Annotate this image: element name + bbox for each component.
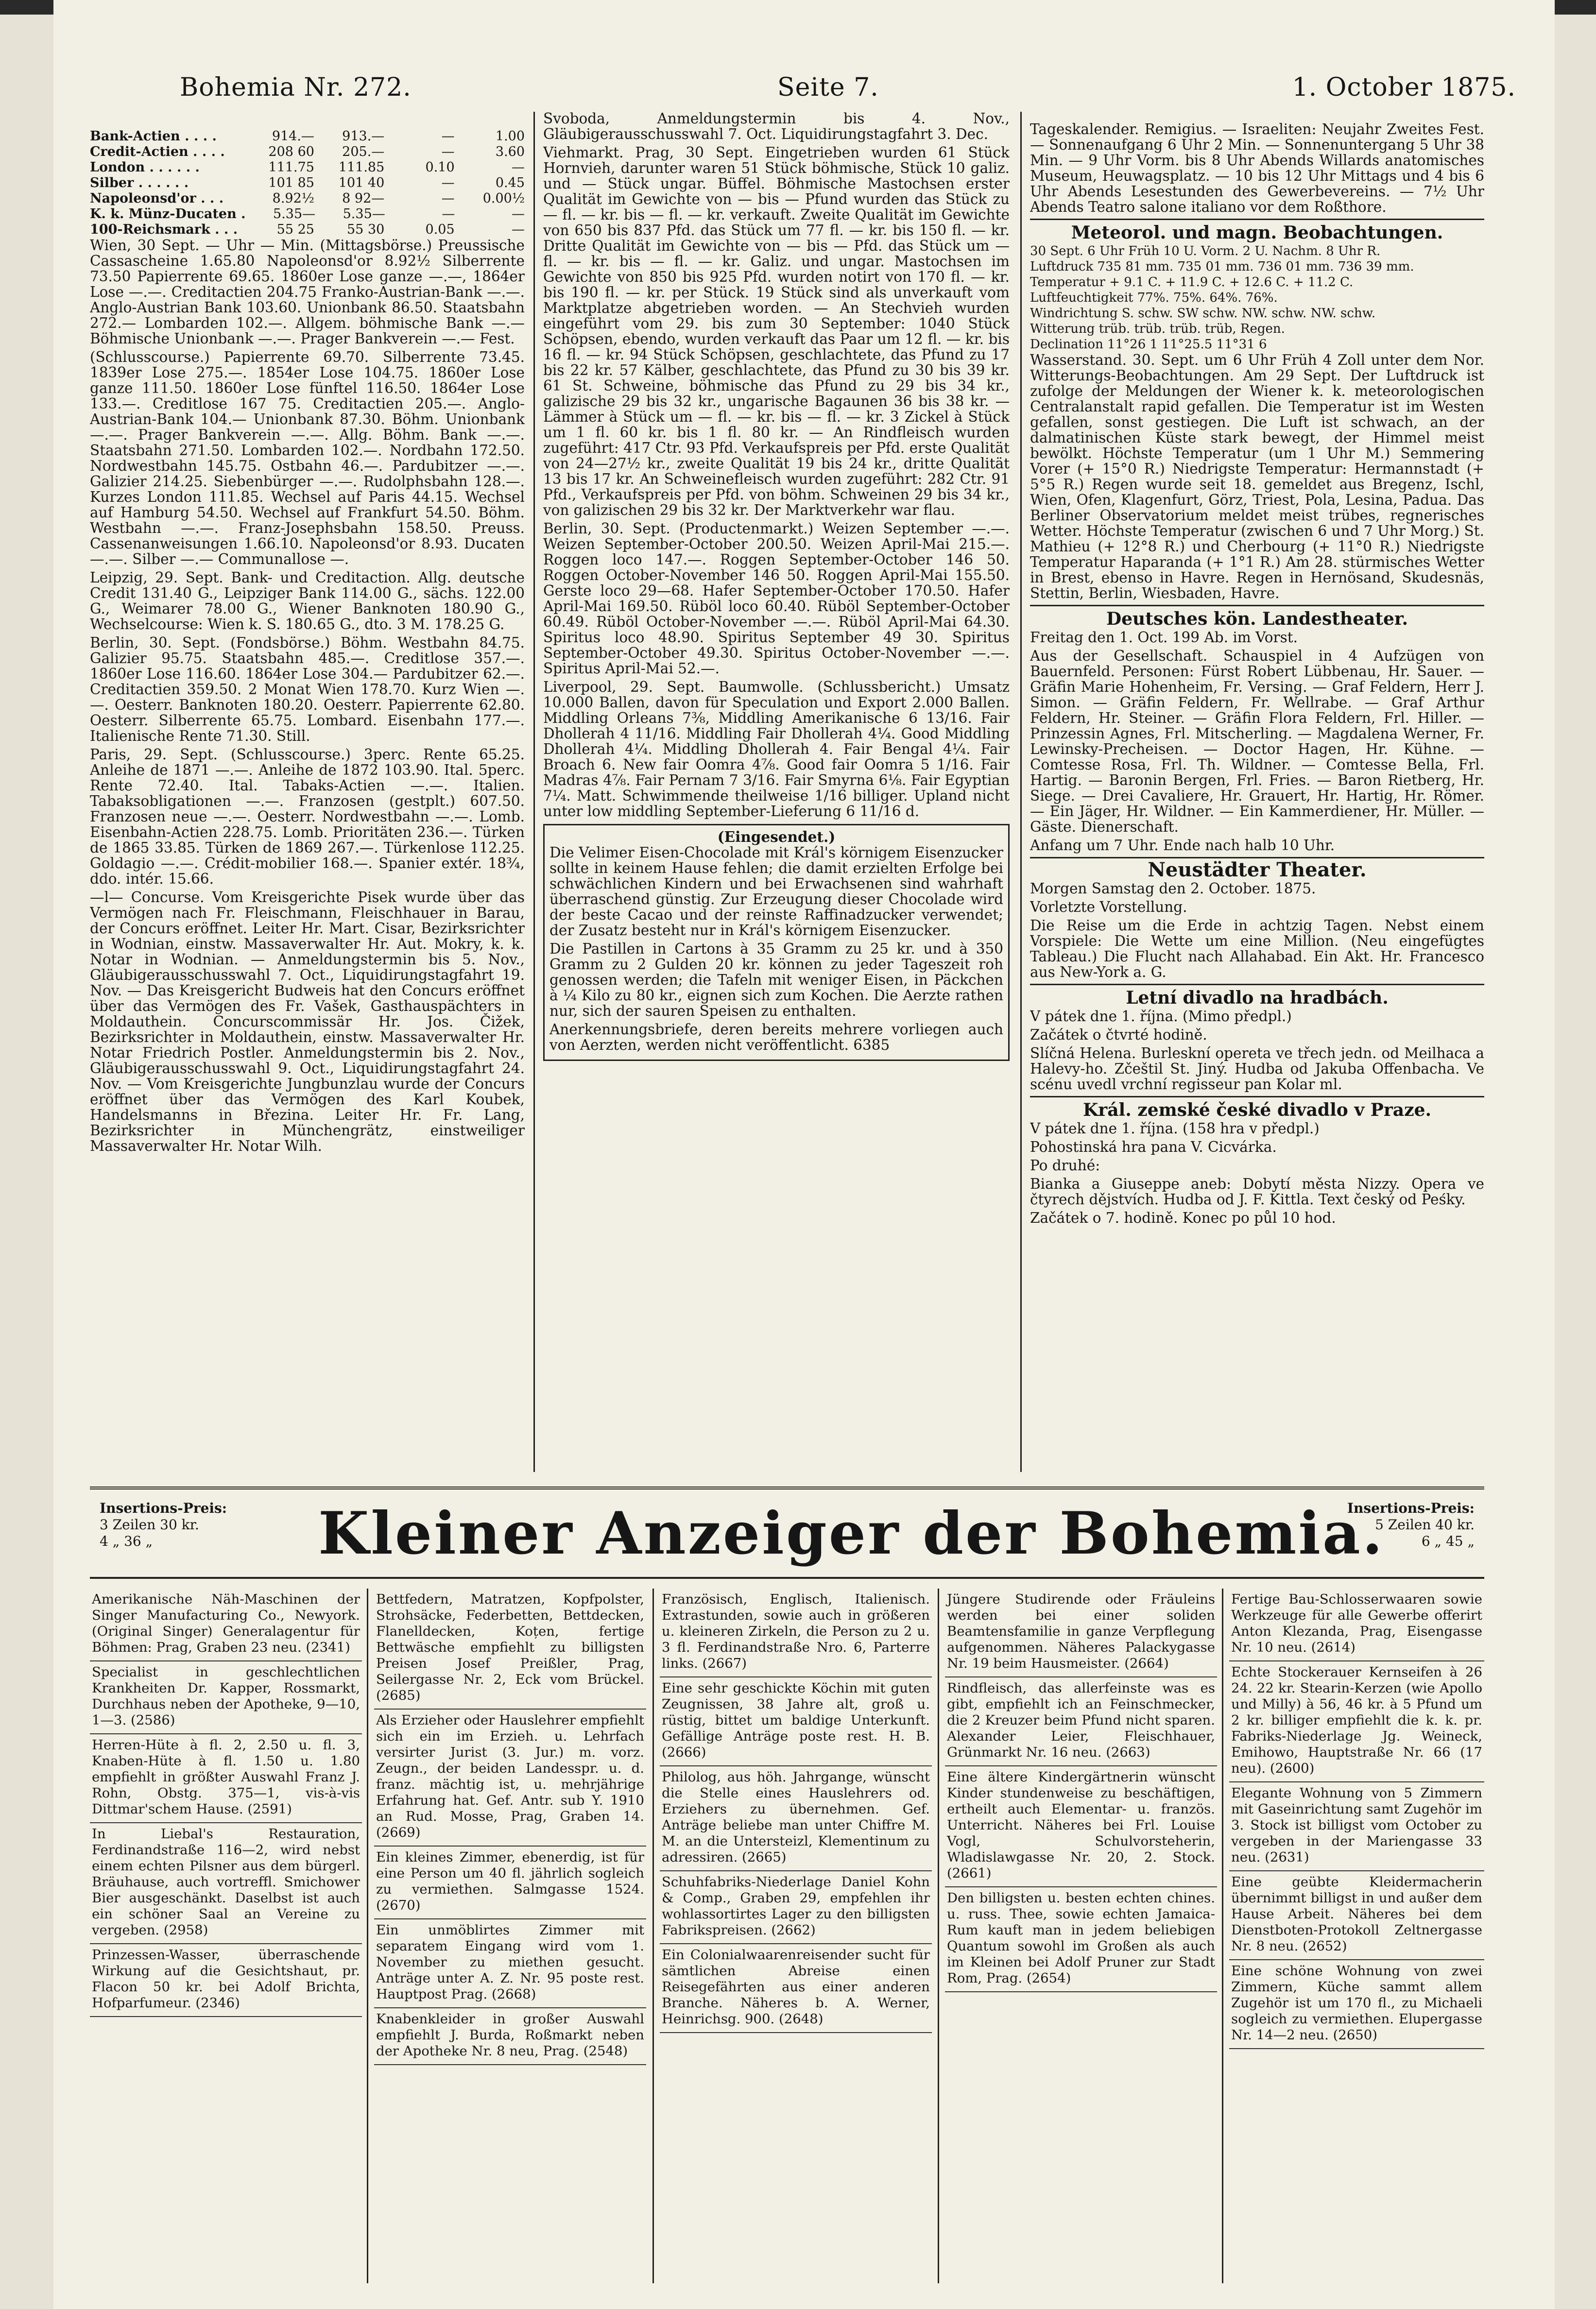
classified-ad: Amerikanische Näh-Maschinen der Singer Manufacturing Co., Newyork. (Original Singer) Generalagentur für Böhmen: Prag, Graben 23 neu. (2341) — [90, 1589, 362, 1661]
meteorology-row: Luftfeuchtigkeit 77%. 75%. 64%. 76%. — [1030, 291, 1278, 305]
rate-value: — — [441, 191, 455, 206]
classified-ad: Schuhfabriks-Niederlage Daniel Kohn & Comp., Graben 29, empfehlen ihr wohlassortirtes Lager zu den billigsten Fabrikspreisen. (2662) — [660, 1871, 932, 1944]
divider — [1030, 605, 1484, 606]
market-report: —l— Concurse. Vom Kreisgerichte Pisek wurde über das Vermögen nach Fr. Fleischmann, Fleischhauer in Barau, der Concurs eröffnet. Leiter Hr. Mart. Cisar, Bezirksrichter in Wodnian, einstw. Massaverwalter Hr. Aut. Mokry, k. k. Notar in Wodnian. — Anmeldungstermin bis 5. Nov., Gläubigerausschusswahl 7. Oct., Liquidirungstagfahrt 19. Nov. — Das Kreisgericht Budweis hat den Concurs eröffnet über das Vermögen des Fr. Vašek, Gasthauspächters in Moldauthein. Concurscommissär Hr. Jos. Čižek, Bezirksrichter in Moldauthein, einstw. Massaverwalter Hr. Notar Friedrich Postler. Anmeldungstermin bis 2. Nov., Gläubigerausschusswahl 9. Oct., Liquidirungstagfahrt 24. Nov. — Vom Kreisgerichte Jungbunzlau wurde der Concurs eröffnet über das Vermögen des Karl Koubek, Handelsmanns in Březina. Leiter Hr. Fr. Lang, Bezirksrichter in Münchengrätz, einstweiliger Massaverwalter Hr. Notar Wilh. — [90, 889, 525, 1154]
classified-ad: Rindfleisch, das allerfeinste was es gibt, empfiehlt ich an Feinschmecker, die 2 Kreuzer beim Pfund nicht sparen. Alexander Leier, Fleischhauer, Grünmarkt Nr. 16 neu. (2663) — [945, 1677, 1217, 1766]
insertion-price-right — [1347, 1500, 1475, 1550]
rate-value: — — [512, 222, 525, 237]
market-report: Berlin, 30. Sept. (Fondsbörse.) Böhm. Westbahn 84.75. Galizier 95.75. Staatsbahn 485.—. Creditlose 357.—. 1860er Lose 116.60. 1864er Lose 304.— Pardubitzer 62.—. Creditactien 359.50. 2 Monat Wien 178.70. Kurz Wien —.—. Oesterr. Banknoten 180.20. Oesterr. Papierrente 62.80. Oesterr. Silberrente 65.75. Lombard. Eisenbahn 177.—. Italienische Rente 71.30. Still. — [90, 634, 525, 744]
column-rule — [1020, 112, 1022, 1472]
market-report: Wien, 30 Sept. — Uhr — Min. (Mittagsbörse.) Preussische Cassascheine 1.65.80 Napoleonsd'or 8.92½ Silberrente 73.50 Papierrente 69.65. 1860er Lose ganze —.—, 1864er Lose —.—. Creditactien 204.75 Franko-Austrian-Bank —.—. Anglo-Austrian Bank 103.60. Unionbank 86.50. Staatsbahn 272.— Lombarden 102.—. Allgem. böhmische Bank —.— Böhmische Unionbank —.—. Prager Bankverein —.— Fest. — [90, 237, 525, 347]
column-rule — [652, 1589, 654, 2283]
insertion-price-left — [100, 1500, 227, 1550]
rate-name: K. k. Münz-Ducaten . — [90, 206, 246, 222]
rate-value: 205.— — [342, 144, 385, 159]
advertorial-text: Die Pastillen in Cartons à 35 Gramm zu 25 kr. und à 350 Gramm zu 2 Gulden 20 kr. können zu jeder Tageszeit roh genossen werden; die Tafeln mit weniger Eisen, in Päckchen à ¼ Kilo zu 80 kr., eignen sich zum Kochen. Die Aerzte rathen nur, sich der sauren Speisen zu enthalten. — [549, 941, 1003, 1019]
price-line: 6 „ 45 „ — [1421, 1533, 1475, 1549]
rate-value: — — [442, 206, 455, 222]
theater-listing: V pátek dne 1. října. (158 hra v předpl.) — [1030, 1120, 1320, 1137]
rate-value: 111.85 — [338, 160, 385, 175]
kral-divadlo-heading: Král. zemské české divadlo v Praze. — [1082, 1100, 1432, 1120]
theater-listing: V pátek dne 1. října. (Mimo předpl.) — [1030, 1008, 1292, 1025]
rate-row — [90, 129, 525, 144]
classified-ad: Eine sehr geschickte Köchin mit guten Zeugnissen, 38 Jahre alt, groß u. rüstig, bittet um baldige Unterkunft. Gefällige Anträge poste rest. H. B. (2666) — [660, 1677, 932, 1766]
column-rule — [1222, 1589, 1223, 2283]
meteorology-heading: Meteorol. und magn. Beobachtungen. — [1071, 222, 1443, 243]
classified-ad: Herren-Hüte à fl. 2, 2.50 u. fl. 3, Knaben-Hüte à fl. 1.50 u. 1.80 empfiehlt in größter Auswahl Franz J. Rohn, Obstg. 375—1, vis-à-vis Dittmar'schem Hause. (2591) — [90, 1734, 362, 1823]
classified-ad: Knabenkleider in großer Auswahl empfiehlt J. Burda, Roßmarkt neben der Apotheke Nr. 8 neu, Prag. (2548) — [374, 2008, 646, 2065]
issue-date: 1. October 1875. — [1292, 73, 1516, 102]
rate-value: 0.45 — [495, 175, 525, 190]
market-report: Viehmarkt. Prag, 30 Sept. Eingetrieben wurden 61 Stück Hornvieh, darunter waren 51 Stück böhmische, Stück 10 galiz. und — Stück ungar. Büffel. Böhmische Mastochsen erster Qualität im Gewichte von — bis — Pfund wurden das Stück zu — fl. — kr. bis — fl. — kr. verkauft. Zweite Qualität im Gewichte von 650 bis 837 Pfd. das Stück um 77 fl. — kr. bis 150 fl. — kr. Dritte Qualität im Gewichte von — bis — Pfd. das Stück um — fl. — kr. bis — fl. — kr. Galiz. und ungar. Mastochsen im Gewichte von 850 bis 925 Pfd. wurden notirt von 170 fl. — kr. bis 190 fl. — kr. per Stück. 19 Stück sind als unverkauft vom Marktplatze abgetrieben worden. — An Stechvieh wurden eingeführt vom 29. bis zum 30 September: 1040 Stück Schöpsen, ebendo, wurden verkauft das Paar um 12 fl. — kr. bis 16 fl. — kr. 94 Stück Schöpsen, geschlachtete, das Pfund zu 17 bis 22 kr. 57 Kälber, geschlachtete, das Pfund zu 30 bis 39 kr. 61 St. Schweine, böhmische das Pfund zu 29 bis 34 kr., galizische 29 bis 32 kr., ungarische Bagaunen 36 bis 38 kr. — Lämmer à Stück um — fl. — kr. bis — fl. — kr. 3 Zickel à Stück um 1 fl. 60 kr. bis 1 fl. 80 kr. — An Rindfleisch wurden zugeführt: 417 Ctr. 93 Pfd. Verkaufspreis per Pfd. erste Qualität von 24—27½ kr., zweite Qualität 19 bis 24 kr., dritte Qualität 13 bis 17 kr. An Schweinefleisch wurden zugeführt: 282 Ctr. 91 Pfd., Verkaufspreis per Pfd. von böhm. Schweinen 29 bis 34 kr., von galizischen 29 bis 32 kr. Der Marktverkehr war flau. — [543, 144, 1010, 518]
classified-title: Kleiner Anzeiger der Bohemia. — [318, 1499, 1385, 1568]
rate-value: 101 40 — [338, 175, 385, 190]
column-rule — [938, 1589, 939, 2283]
classified-ad: Fertige Bau-Schlosserwaaren sowie Werkzeuge für alle Gewerbe offerirt Anton Klezanda, Prag, Eisengasse Nr. 10 neu. (2614) — [1229, 1589, 1484, 1661]
classified-ad: Französisch, Englisch, Italienisch. Extrastunden, sowie auch in größeren u. kleineren Zirkeln, die Person zu 2 u. 3 fl. Ferdinandstraße Nro. 6, Parterre links. (2667) — [660, 1589, 932, 1677]
classified-ad: In Liebal's Restauration, Ferdinandstraße 116—2, wird nebst einem echten Pilsner aus dem bürgerl. Bräuhause, auch vortreffl. Smichower Bier ausgeschänkt. Daselbst ist auch ein schöner Saal an Vereine zu vergeben. (2958) — [90, 1823, 362, 1944]
price-label: Insertions-Preis: — [1347, 1500, 1475, 1516]
rate-value: 0.10 — [425, 160, 455, 175]
letni-divadlo-heading: Letní divadlo na hradbách. — [1126, 988, 1389, 1008]
rate-name: Napoleonsd'or . . . — [90, 191, 224, 206]
rate-name: London . . . . . . — [90, 160, 200, 175]
newspaper-page — [53, 0, 1555, 2309]
classified-ad: Ein Colonialwaarenreisender sucht für sämtlichen Abreise einen Reisegefährten aus einer anderen Branche. Näheres b. A. Werner, Heinrichsg. 900. (2648) — [660, 1944, 932, 2033]
advertorial-text: Anerkennungsbriefe, deren bereits mehrere vorliegen auch von Aerzten, werden nicht veröffentlicht. 6385 — [549, 1021, 1003, 1053]
exchange-rates-table — [90, 129, 525, 238]
theater-listing: Bianka a Giuseppe aneb: Dobytí města Nizzy. Opera ve čtyrech dějstvích. Hudba od J. F. Kittla. Text český od Peśky. — [1030, 1176, 1484, 1208]
price-line: 5 Zeilen 40 kr. — [1375, 1517, 1475, 1533]
classified-ad: Elegante Wohnung von 5 Zimmern mit Gaseinrichtung samt Zugehör im 3. Stock ist billigst vom October zu vergeben in der Mariengasse 33 neu. (2631) — [1229, 1782, 1484, 1871]
classified-ad: Echte Stockerauer Kernseifen à 26 24. 22 kr. Stearin-Kerzen (wie Apollo und Milly) à 56, 46 kr. à 5 Pfund um 2 kr. billiger empfiehlt die k. k. pr. Fabriks-Niederlage Jg. Weineck, Emihowo, Hauptstraße Nr. 66 (17 neu). (2600) — [1229, 1661, 1484, 1782]
market-report: Svoboda, Anmeldungstermin bis 4. Nov., Gläubigerausschusswahl 7. Oct. Liquidirungstagfahrt 3. Dec. — [543, 111, 1010, 142]
meteorology-report: Wasserstand. 30. Sept. um 6 Uhr Früh 4 Zoll unter dem Nor. Witterungs-Beobachtungen. Am 29 Sept. Der Luftdruck ist zufolge der Meldungen der Wiener k. k. meteorologischen Centralanstalt rapid gefallen. Die Temperatur ist im Westen gefallen, sonst gestiegen. Die Luft ist schwach, an der dalmatinischen Küste stark bewegt, der Himmel meist bewölkt. Höchste Temperatur (um 1 Uhr M.) Semmering Vorer (+ 15°0 R.) Niedrigste Temperatur: Hermannstadt (+ 5°5 R.) Regen wurde seit 18. gemeldet aus Bregenz, Ischl, Wien, Ofen, Klagenfurt, Görz, Triest, Pola, Lesina, Padua. Das Berliner Observatorium meldet meist trübes, regnerisches Wetter. Höchste Temperatur (zwischen 6 und 7 Uhr Morg.) St. Mathieu (+ 12°8 R.) und Cherbourg (+ 11°0 R.) Niedrigste Temperatur Haparanda (+ 1°1 R.) Am 28. stürmisches Wetter in Brest, ebenso in Havre. Regen in Hernösand, Skudesnäs, Stettin, Berlin, Wiesbaden, Havre. — [1030, 352, 1484, 601]
rate-row — [90, 206, 525, 222]
theater-listing: Slíčná Helena. Burleskní opereta ve třech jedn. od Meilhaca a Halevy-ho. Zčeštil St. Jiný. Hudba od Jakuba Offenbacha. Ve scénu uvedl vrchní regisseur pan Kolar ml. — [1030, 1045, 1484, 1093]
theater-listing: Freitag den 1. Oct. 199 Ab. im Vorst. — [1030, 629, 1298, 646]
neustadter-heading: Neustädter Theater. — [1148, 858, 1367, 881]
classified-ad: Als Erzieher oder Hauslehrer empfiehlt sich ein im Erzieh. u. Lehrfach versirter Jurist (3. Jur.) m. vorz. Zeugn., der beiden Landesspr. u. d. franz. mächtig ist, u. mehrjährige Erfahrung hat. Gef. Antr. sub Y. 1910 an Rud. Mosse, Prag, Graben 14. (2669) — [374, 1710, 646, 1847]
ads-column-3 — [660, 1589, 932, 2288]
ads-column-1 — [90, 1589, 362, 2288]
rate-value: — — [441, 129, 455, 144]
classified-ad: Jüngere Studirende oder Fräuleins werden bei einer soliden Beamtensfamilie in ganze Verpflegung aufgenommen. Näheres Palackygasse Nr. 19 beim Hausmeister. (2664) — [945, 1589, 1217, 1677]
classified-ad: Ein kleines Zimmer, ebenerdig, ist für eine Person um 40 fl. jährlich sogleich zu vermiethen. Salmgasse 1524. (2670) — [374, 1847, 646, 1919]
rate-value: 5.35— — [273, 206, 316, 222]
classified-ad: Bettfedern, Matratzen, Kopfpolster, Strohsäcke, Federbetten, Bettdecken, Flanelldecken, Koțen, fertige Bettwäsche empfiehlt zu billigsten Preisen Josef Preißler, Prag, Seilergasse Nr. 2, Eck vom Brückel. (2685) — [374, 1589, 646, 1710]
market-report: Paris, 29. Sept. (Schlusscourse.) 3perc. Rente 65.25. Anleihe de 1871 —.—. Anleihe de 1872 103.90. Ital. 5perc. Rente 72.40. Ital. Tabaks-Actien —.—. Italien. Tabaksobligationen —.—. Franzosen (gestplt.) 607.50. Franzosen neue —.—. Oesterr. Nordwestbahn —.—. Lomb. Eisenbahn-Actien 228.75. Lomb. Prioritäten 236.—. Türken de 1865 33.85. Türken de 1869 267.—. Türkenlose 112.25. Goldagio —.—. Crédit-mobilier 168.—. Spanier extér. 18¾, ddo. intér. 15.66. — [90, 746, 525, 887]
theater-listing: Aus der Gesellschaft. Schauspiel in 4 Aufzügen von Bauernfeld. Personen: Fürst Robert Lübbenau, Hr. Sauer. — Gräfin Marie Hohenheim, Fr. Versing. — Graf Feldern, Herr J. Simon. — Gräfin Feldern, Fr. Wellrabe. — Graf Arthur Feldern, Hr. Steiner. — Gräfin Flora Feldern, Frl. Hiller. — Prinzessin Agnes, Frl. Mitscherling. — Magdalena Werner, Fr. Lewinsky-Precheisen. — Doctor Hagen, Hr. Kühne. — Comtesse Rosa, Frl. Th. Wildner. — Comtesse Bella, Frl. Hartig. — Baronin Bergen, Frl. Fries. — Baron Rietberg, Hr. Siege. — Drei Cavaliere, Hr. Grauert, Hr. Hartig, Hr. Römer. — Ein Jäger, Hr. Wildner. — Ein Kammerdiener, Hr. Müller. — Gäste. Dienerschaft. — [1030, 648, 1484, 835]
theater-listing: Anfang um 7 Uhr. Ende nach halb 10 Uhr. — [1030, 837, 1335, 854]
meteorology-row: Declination 11°26 1 11°25.5 11°31 6 — [1030, 337, 1267, 352]
rate-row — [90, 175, 525, 191]
rate-value: 0.05 — [425, 222, 455, 237]
rate-value: 101 85 — [268, 175, 314, 190]
meteorology-row: Temperatur + 9.1 C. + 11.9 C. + 12.6 C. + 11.2 C. — [1030, 275, 1354, 290]
classified-ad: Specialist in geschlechtlichen Krankheiten Dr. Kapper, Rossmarkt, Durchhaus neben der Apotheke, 9—10, 1—3. (2586) — [90, 1661, 362, 1734]
divider — [1030, 219, 1484, 220]
price-label: Insertions-Preis: — [100, 1500, 227, 1516]
rate-value: — — [511, 206, 525, 222]
day-calendar: Tageskalender. Remigius. — Israeliten: Neujahr Zweites Fest. — Sonnenaufgang 6 Uhr 2 Min. — Sonnenuntergang 5 Uhr 38 Min. — 9 Uhr Vorm. bis 8 Uhr Abends Willards anatomisches Museum, Heuwagsplatz. — 10 bis 12 Uhr Mittags und 4 bis 6 Uhr Abends Lesestunden des Gewerbevereins. — 7½ Uhr Abends Teatro salone italiano vor dem Roßthore. — [1030, 121, 1484, 215]
divider — [1030, 1096, 1484, 1097]
market-report: Berlin, 30. Sept. (Productenmarkt.) Weizen September —.—. Weizen September-October 200.50. Weizen April-Mai 215.—. Roggen loco 147.—. Roggen September-October 146 50. Roggen October-November 146 50. Roggen April-Mai 155.50. Gerste loco 29—68. Hafer September-October 170.50. Hafer April-Mai 169.50. Rüböl loco 60.40. Rüböl September-October 60.49. Rüböl October-November —.—. Rüböl April-Mai 64.30. Spiritus loco 48.90. Spiritus September 49 30. Spiritus September-October 49.30. Spiritus October-November —.—. Spiritus April-Mai 52.—. — [543, 520, 1010, 677]
rate-value: 8 92— — [342, 191, 385, 206]
masthead-title: Bohemia Nr. 272. — [180, 73, 412, 102]
advertorial-box — [543, 824, 1010, 1061]
theater-listing: Morgen Samstag den 2. October. 1875. — [1030, 880, 1316, 897]
page-header — [180, 73, 1516, 107]
landestheater-heading: Deutsches kön. Landestheater. — [1106, 609, 1408, 629]
column-markets — [543, 111, 1010, 1471]
market-report: Liverpool, 29. Sept. Baumwolle. (Schlussbericht.) Umsatz 10.000 Ballen, davon für Speculation und Export 2.000 Ballen. Middling Orleans 7⅜, Middling Amerikanische 6 13/16. Fair Dhollerah 4 11/16. Middling Fair Dhollerah 4¼. Good Middling Dhollerah 4¼. Middling Dhollerah 4. Fair Bengal 4¼. Fair Broach 6. New fair Oomra 4⅞. Good fair Oomra 5 1/16. Fair Madras 4⅞. Fair Pernam 7 3/16. Fair Smyrna 6⅛. Fair Egyptian 7¼. Matt. Schwimmende theilweise 1/16 billiger. Upland nicht unter low middling September-Lieferung 6 11/16 d. — [543, 679, 1010, 820]
theater-listing: Začátek o 7. hodině. Konec po půl 10 hod. — [1030, 1210, 1336, 1226]
theater-listing: Die Reise um die Erde in achtzig Tagen. Nebst einem Vorspiele: Die Wette um eine Million. (Neu eingefügtes Tableau.) Die Flucht nach Allahabad. Ein Akt. Hr. Francesco aus New-York a. G. — [1030, 917, 1484, 980]
rate-value: 55 25 — [276, 222, 314, 237]
meteorology-row: Luftdruck 735 81 mm. 735 01 mm. 736 01 mm. 736 39 mm. — [1030, 259, 1414, 274]
rate-value: 3.60 — [495, 144, 525, 159]
theater-listing: Po druhé: — [1030, 1157, 1100, 1174]
classified-ad: Den billigsten u. besten echten chines. u. russ. Thee, sowie echten Jamaica-Rum kauft man in jedem beliebigen Quantum sowohl im Großen als auch im Kleinen bei Adolf Pruner zur Stadt Rom, Prag. (2654) — [945, 1887, 1217, 1992]
rate-name: Bank-Actien . . . . — [90, 129, 217, 144]
rate-name: Silber . . . . . . — [90, 175, 189, 190]
rate-name: 100-Reichsmark . . . — [90, 222, 238, 237]
theater-listing: Začátek o čtvrté hodině. — [1030, 1026, 1207, 1043]
rate-value: — — [512, 160, 525, 175]
theater-listing: Vorletzte Vorstellung. — [1030, 899, 1187, 915]
meteorology-row: Witterung trüb. trüb. trüb. trüb, Regen. — [1030, 322, 1285, 336]
market-report: (Schlusscourse.) Papierrente 69.70. Silberrente 73.45. 1839er Lose 275.—. 1854er Lose 104.75. 1860er Lose ganze 111.50. 1860er Lose fünftel 116.50. 1864er Lose 133.—. Creditlose 167 75. Creditactien 205.—. Anglo-Austrian-Bank 104.— Unionbank 87.30. Böhm. Unionbank —.—. Prager Bankverein —.—. Allg. Böhm. Bank —.—. Staatsbahn 271.50. Lombarden 102.—. Nordbahn 172.50. Nordwestbahn 145.75. Ostbahn 46.—. Pardubitzer —.—. Galizier 214.25. Siebenbürger —.—. Rudolphsbahn 128.—. Kurzes London 111.85. Wechsel auf Paris 44.15. Wechsel auf Hamburg 54.50. Wechsel auf Frankfurt 54.50. Böhm. Westbahn —.—. Franz-Josephsbahn 158.50. Preuss. Cassenanweisungen 1.66.10. Napoleonsd'or 8.93. Ducaten —.—. Silber —.— Communallose —. — [90, 349, 525, 567]
theater-listing: Pohostinská hra pana V. Cicvárka. — [1030, 1139, 1277, 1155]
meteorology-row: 30 Sept. 6 Uhr Früh 10 U. Vorm. 2 U. Nachm. 8 Uhr R. — [1030, 244, 1381, 258]
rate-row — [90, 222, 525, 238]
column-finance — [90, 129, 525, 1470]
classified-ad: Eine geübte Kleidermacherin übernimmt billigst in und außer dem Hause Arbeit. Näheres bei dem Dienstboten-Protokoll Zeltnergasse Nr. 8 neu. (2652) — [1229, 1871, 1484, 1960]
rate-value: 55 30 — [347, 222, 385, 237]
price-line: 3 Zeilen 30 kr. — [100, 1517, 199, 1533]
rate-value: 208 60 — [268, 144, 314, 159]
classified-ad: Philolog, aus höh. Jahrgange, wünscht die Stelle eines Hauslehrers od. Erziehers zu übernehmen. Gef. Anträge beliebe man unter Chiffre M. M. an die Untersteizl, Klementinum zu adressiren. (2665) — [660, 1766, 932, 1871]
rate-value: 913.— — [342, 129, 385, 144]
rate-row — [90, 191, 525, 206]
classified-ad: Ein unmöblirtes Zimmer mit separatem Eingang wird vom 1. November zu miethen gesucht. Anträge unter A. Z. Nr. 95 poste rest. Hauptpost Prag. (2668) — [374, 1919, 646, 2008]
rate-row — [90, 160, 525, 175]
ads-column-5 — [1229, 1589, 1484, 2288]
column-notices — [1030, 121, 1484, 1472]
advertorial-text: Die Velimer Eisen-Chocolade mit Král's körnigem Eisenzucker sollte in keinem Hause fehlen; die damit erzielten Erfolge bei schwächlichen Kindern und bei Erwachsenen sind wahrhaft überraschend günstig. Zur Erzeugung dieser Chocolade wird der beste Cacao und der reinste Raffinadzucker verwendet; der Zusatz besteht nur in Král's körnigem Eisenzucker. — [549, 844, 1003, 939]
classified-banner — [90, 1487, 1484, 1579]
rate-value: 111.75 — [268, 160, 314, 175]
page-number: Seite 7. — [777, 73, 879, 102]
rate-value: — — [441, 144, 455, 159]
classified-ad: Prinzessen-Wasser, überraschende Wirkung auf die Gesichtshaut, pr. Flacon 50 kr. bei Adolf Brichta, Hofparfumeur. (2346) — [90, 1944, 362, 2017]
rate-value: 914.— — [272, 129, 314, 144]
meteorology-table — [1030, 243, 1484, 352]
ads-column-2 — [374, 1589, 646, 2288]
rate-value: 0.00½ — [482, 191, 525, 206]
market-report: Leipzig, 29. Sept. Bank- und Creditaction. Allg. deutsche Credit 131.40 G., Leipziger Bank 114.00 G., sächs. 122.00 G., Weimarer 78.00 G., Wiener Banknoten 180.90 G., Wechselcourse: Wien k. S. 180.65 G., dto. 3 M. 178.25 G. — [90, 569, 525, 633]
meteorology-row: Windrichtung S. schw. SW schw. NW. schw. NW. schw. — [1030, 306, 1376, 321]
rate-value: — — [441, 175, 455, 190]
rate-value: 1.00 — [495, 129, 525, 144]
rate-value: 8.92½ — [272, 191, 314, 206]
column-rule — [367, 1589, 368, 2283]
advertorial-title: (Eingesendet.) — [717, 828, 836, 845]
ads-column-4 — [945, 1589, 1217, 2288]
column-rule — [533, 112, 535, 1472]
rate-name: Credit-Actien . . . . — [90, 144, 225, 159]
classified-ad: Eine ältere Kindergärtnerin wünscht Kinder stundenweise zu beschäftigen, ertheilt auch Elementar- u. französ. Unterricht. Näheres bei Frl. Louise Vogl, Schulvorsteherin, Wladislawgasse Nr. 20, 2. Stock. (2661) — [945, 1766, 1217, 1887]
rate-row — [90, 144, 525, 160]
classified-ad: Eine schöne Wohnung von zwei Zimmern, Küche sammt allem Zugehör ist um 170 fl., zu Michaeli sogleich zu vermiethen. Elupergasse Nr. 14—2 neu. (2650) — [1229, 1960, 1484, 2049]
rate-value: 5.35— — [343, 206, 385, 222]
price-line: 4 „ 36 „ — [100, 1533, 153, 1549]
divider — [1030, 984, 1484, 985]
